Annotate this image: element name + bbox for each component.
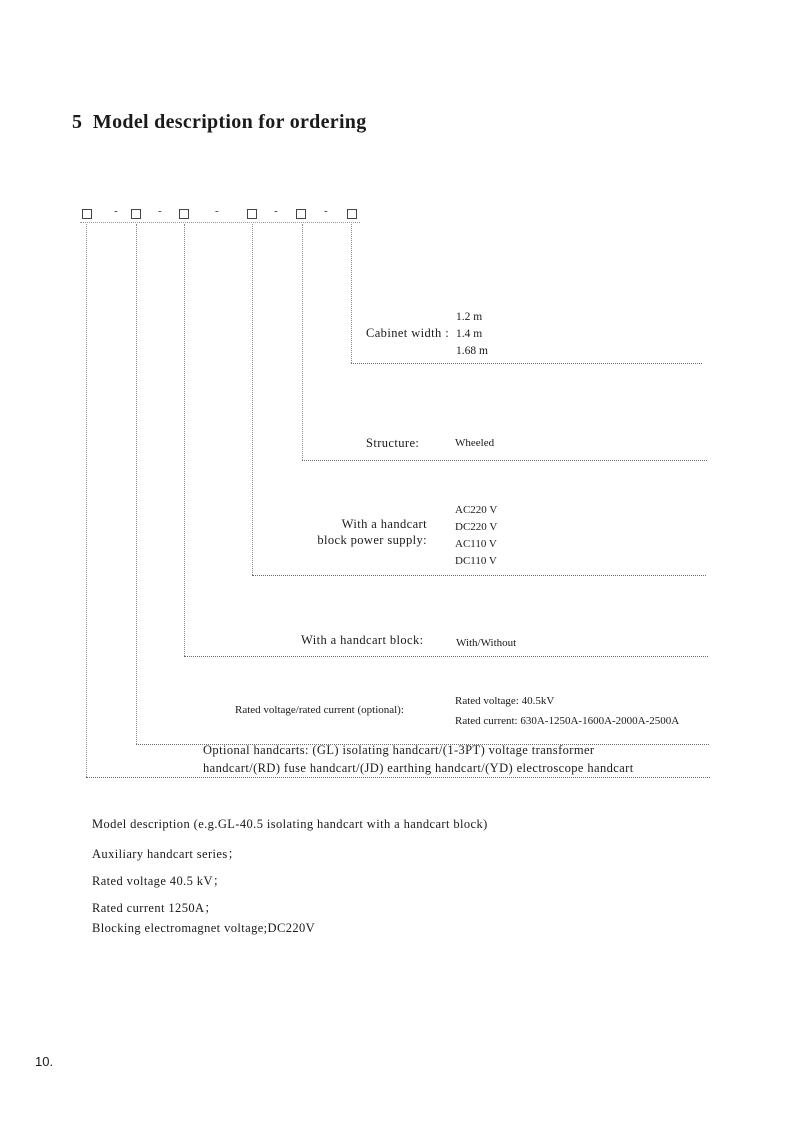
connector-line-width-h	[351, 363, 702, 364]
code-separator: -	[274, 205, 278, 217]
code-separator: -	[114, 205, 118, 217]
connector-line-structure	[302, 224, 303, 460]
power-supply-value: DC220 V	[455, 521, 498, 533]
structure-label: Structure:	[366, 436, 420, 450]
section-title-text: Model description for ordering	[92, 111, 367, 133]
power-supply-label-line1: With a handcart	[341, 517, 427, 531]
code-box-1	[82, 209, 92, 219]
cabinet-width-value: 1.4 m	[456, 328, 483, 340]
cabinet-width-label: Cabinet width :	[366, 326, 450, 340]
structure-value: Wheeled	[455, 437, 495, 449]
power-supply-value: AC110 V	[455, 538, 497, 550]
example-line: Rated current 1250A；	[92, 901, 218, 915]
cabinet-width-value: 1.68 m	[456, 345, 488, 357]
example-line: Model description (e.g.GL-40.5 isolating handcart with a handcart block)	[92, 817, 488, 831]
handcart-block-value: With/Without	[456, 637, 517, 649]
power-supply-value: DC110 V	[455, 555, 497, 567]
power-supply-value: AC220 V	[455, 504, 498, 516]
rated-voltage-value: Rated voltage: 40.5kV	[455, 695, 555, 707]
code-box-6	[347, 209, 357, 219]
code-separator: -	[324, 205, 328, 217]
power-supply-label-line2: block power supply:	[317, 533, 427, 547]
code-separator: -	[215, 205, 219, 217]
connector-line-width	[351, 224, 352, 363]
code-box-2	[131, 209, 141, 219]
example-line: Auxiliary handcart series；	[92, 847, 241, 861]
code-box-4	[247, 209, 257, 219]
code-separator: -	[158, 205, 162, 217]
section-number: 5	[72, 111, 83, 133]
connector-line-handcarts	[86, 224, 87, 777]
code-box-5	[296, 209, 306, 219]
section-title	[72, 111, 367, 134]
connector-line-structure-h	[302, 460, 707, 461]
connector-line-handcarts-h	[86, 777, 710, 778]
connector-line-rated	[136, 224, 137, 744]
connector-line-handcart-block	[184, 224, 185, 656]
page-number: 10.	[35, 1054, 54, 1069]
code-box-3	[179, 209, 189, 219]
code-underline	[80, 222, 360, 223]
connector-line-power	[252, 224, 253, 575]
handcarts-line2: handcart/(RD) fuse handcart/(JD) earthing handcart/(YD) electroscope handcart	[203, 761, 634, 775]
rated-label: Rated voltage/rated current (optional):	[235, 704, 404, 716]
connector-line-handcart-block-h	[184, 656, 708, 657]
rated-current-value: Rated current: 630A-1250A-1600A-2000A-2500A	[455, 715, 680, 727]
handcarts-line1: Optional handcarts: (GL) isolating handcart/(1-3PT) voltage transformer	[203, 743, 595, 757]
connector-line-power-h	[252, 575, 706, 576]
handcart-block-label: With a handcart block:	[301, 633, 424, 647]
example-line: Blocking electromagnet voltage;DC220V	[92, 921, 316, 935]
example-line: Rated voltage 40.5 kV；	[92, 874, 226, 888]
cabinet-width-value: 1.2 m	[456, 311, 483, 323]
